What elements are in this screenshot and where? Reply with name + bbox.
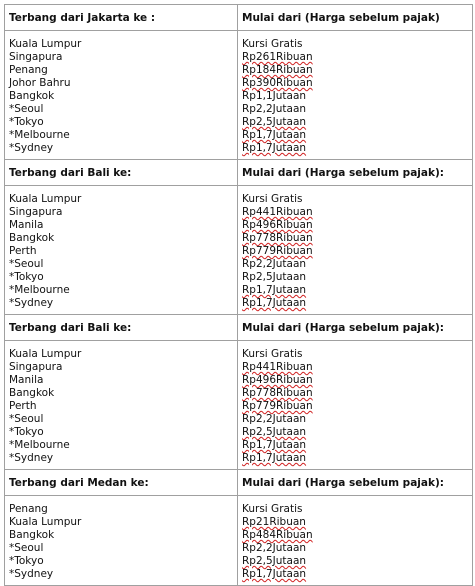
destination-name: *Seoul — [9, 413, 44, 425]
price-link[interactable]: Rp496Ribuan — [242, 219, 313, 231]
destination-name: Johor Bahru — [9, 77, 71, 89]
origin-header: Terbang dari Jakarta ke : — [5, 5, 238, 31]
destination-name: Bangkok — [9, 529, 55, 541]
price-value: Kursi Gratis — [242, 193, 303, 205]
section-routes-row — [5, 341, 473, 470]
price-list — [238, 496, 473, 586]
price-link[interactable]: Rp1,7Jutaan — [242, 129, 307, 141]
section-header-row — [5, 470, 473, 496]
destination-list — [5, 496, 238, 586]
origin-header: Terbang dari Bali ke: — [5, 160, 238, 186]
section-header-row — [5, 160, 473, 186]
destination-name: Singapura — [9, 206, 63, 218]
price-header: Mulai dari (Harga sebelum pajak): — [238, 470, 473, 496]
price-link[interactable]: Rp261Ribuan — [242, 51, 313, 63]
destination-name: *Sydney — [9, 297, 54, 309]
price-value: Kursi Gratis — [242, 348, 303, 360]
price-link[interactable]: Rp484Ribuan — [242, 529, 313, 541]
destination-name: Kuala Lumpur — [9, 348, 82, 360]
origin-header: Terbang dari Bali ke: — [5, 315, 238, 341]
destination-name: *Tokyo — [9, 116, 44, 128]
destination-name: *Seoul — [9, 542, 44, 554]
price-list — [238, 31, 473, 160]
price-link[interactable]: Rp779Ribuan — [242, 400, 313, 412]
destination-name: *Sydney — [9, 142, 54, 154]
price-header: Mulai dari (Harga sebelum pajak): — [238, 315, 473, 341]
section-routes-row — [5, 186, 473, 315]
price-link[interactable]: Rp1,7Jutaan — [242, 142, 307, 154]
price-link[interactable]: Rp1,7Jutaan — [242, 297, 307, 309]
price-header: Mulai dari (Harga sebelum pajak): — [238, 160, 473, 186]
price-value: Rp2,2Jutaan — [242, 258, 307, 270]
price-value: Kursi Gratis — [242, 38, 303, 50]
destination-name: Perth — [9, 400, 37, 412]
destination-name: Kuala Lumpur — [9, 516, 82, 528]
price-list — [238, 186, 473, 315]
origin-header: Terbang dari Medan ke: — [5, 470, 238, 496]
destination-name: Singapura — [9, 361, 63, 373]
price-value: Rp1,1Jutaan — [242, 90, 307, 102]
price-link[interactable]: Rp21Ribuan — [242, 516, 306, 528]
destination-name: *Tokyo — [9, 426, 44, 438]
price-value: Rp2,2Jutaan — [242, 103, 307, 115]
price-link[interactable]: Rp2,5Jutaan — [242, 426, 307, 438]
destination-name: *Seoul — [9, 103, 44, 115]
price-link[interactable]: Rp1,7Jutaan — [242, 439, 307, 451]
fare-table — [4, 4, 473, 586]
price-value: Rp2,5Jutaan — [242, 271, 307, 283]
section-routes-row — [5, 496, 473, 586]
destination-name: *Seoul — [9, 258, 44, 270]
price-value: Rp2,2Jutaan — [242, 542, 307, 554]
destination-name: *Sydney — [9, 452, 54, 464]
price-list — [238, 341, 473, 470]
destination-name: Perth — [9, 245, 37, 257]
destination-name: Bangkok — [9, 387, 55, 399]
destination-name: Kuala Lumpur — [9, 38, 82, 50]
destination-name: Manila — [9, 219, 44, 231]
destination-name: Kuala Lumpur — [9, 193, 82, 205]
price-link[interactable]: Rp778Ribuan — [242, 232, 313, 244]
destination-name: Penang — [9, 503, 48, 515]
destination-name: *Tokyo — [9, 271, 44, 283]
price-header: Mulai dari (Harga sebelum pajak) — [238, 5, 473, 31]
section-header-row — [5, 315, 473, 341]
destination-name: Bangkok — [9, 232, 55, 244]
destination-name: *Melbourne — [9, 129, 70, 141]
price-link[interactable]: Rp1,7Jutaan — [242, 284, 307, 296]
price-link[interactable]: Rp441Ribuan — [242, 361, 313, 373]
price-link[interactable]: Rp184Ribuan — [242, 64, 313, 76]
price-link[interactable]: Rp496Ribuan — [242, 374, 313, 386]
price-link[interactable]: Rp390Ribuan — [242, 77, 313, 89]
destination-name: Penang — [9, 64, 48, 76]
destination-name: *Sydney — [9, 568, 54, 580]
destination-list — [5, 341, 238, 470]
price-link[interactable]: Rp441Ribuan — [242, 206, 313, 218]
price-link[interactable]: Rp1,7Jutaan — [242, 452, 307, 464]
destination-name: Singapura — [9, 51, 63, 63]
destination-name: *Tokyo — [9, 555, 44, 567]
price-link[interactable]: Rp778Ribuan — [242, 387, 313, 399]
price-link[interactable]: Rp2,5Jutaan — [242, 555, 307, 567]
price-value: Rp2,2Jutaan — [242, 413, 307, 425]
destination-list — [5, 186, 238, 315]
destination-name: Bangkok — [9, 90, 55, 102]
price-link[interactable]: Rp1,7Jutaan — [242, 568, 307, 580]
destination-name: *Melbourne — [9, 284, 70, 296]
section-header-row — [5, 5, 473, 31]
destination-name: Manila — [9, 374, 44, 386]
fare-table-body — [5, 5, 473, 586]
section-routes-row — [5, 31, 473, 160]
destination-list — [5, 31, 238, 160]
price-link[interactable]: Rp779Ribuan — [242, 245, 313, 257]
destination-name: *Melbourne — [9, 439, 70, 451]
price-value: Kursi Gratis — [242, 503, 303, 515]
price-link[interactable]: Rp2,5Jutaan — [242, 116, 307, 128]
